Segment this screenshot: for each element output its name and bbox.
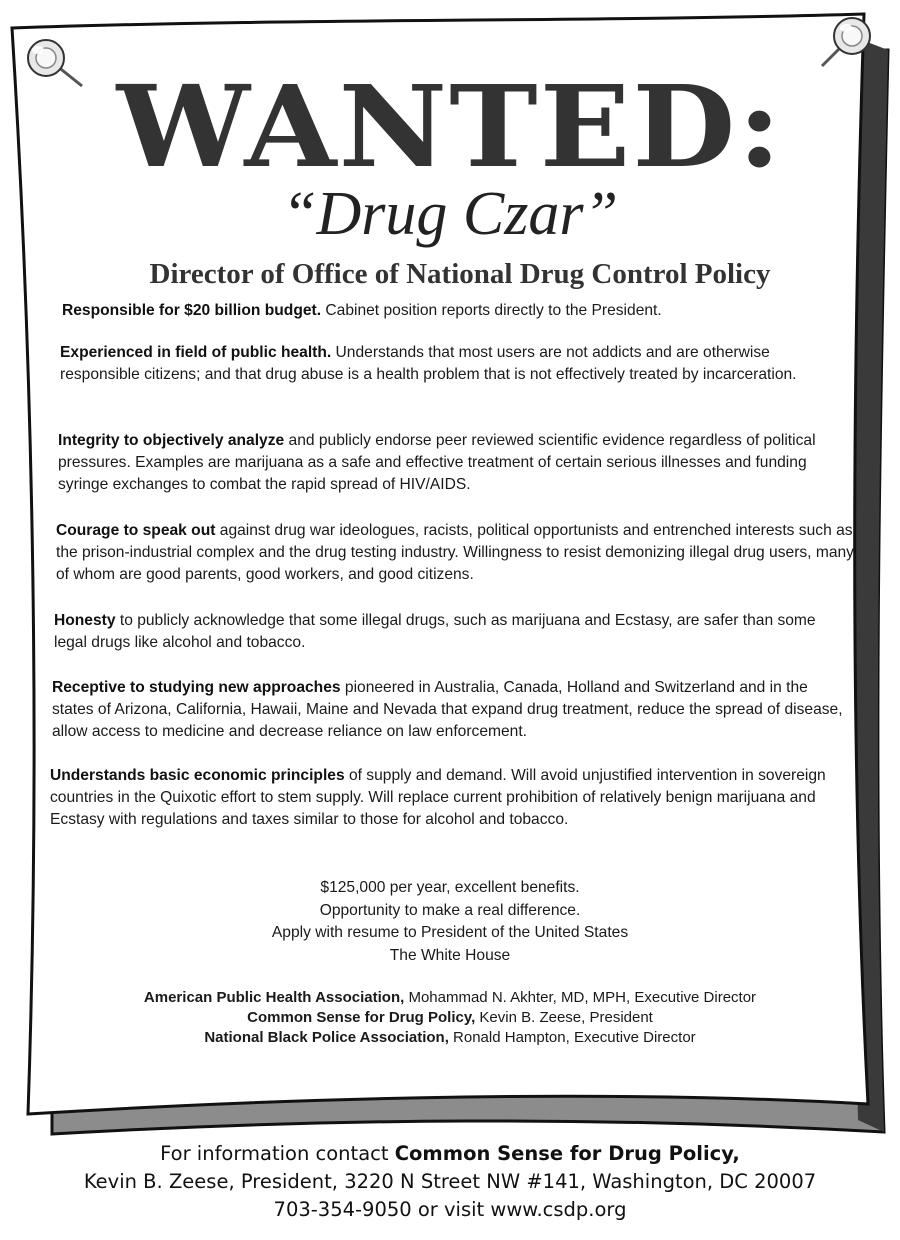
qualification-text: of supply and demand. Will avoid unjustified intervention in sovereign countries in the Quixotic effort to stem supply. Will replace current prohibition of relatively benign marijuana and Ecstasy with regulations and taxes similar to those for alcohol and tobacco. <box>50 767 826 828</box>
address-line: The White House <box>389 946 511 964</box>
qualification-lead: Receptive to studying new approaches <box>52 679 341 696</box>
contact-prefix: For information contact <box>160 1142 395 1165</box>
qualification-paragraph <box>54 610 834 654</box>
sponsor-org: National Black Police Association, <box>204 1029 449 1046</box>
qualification-text: pioneered in Australia, Canada, Holland and Switzerland and in the states of Arizona, California, Hawaii, Maine and Nevada that expand drug treatment, reduce the spread of disease, allow access to medicine and decrease reliance on law enforcement. <box>52 679 843 740</box>
sponsor-org: Common Sense for Drug Policy, <box>247 1009 476 1026</box>
qualification-paragraph <box>60 342 820 386</box>
qualification-text: Cabinet position reports directly to the President. <box>321 302 662 319</box>
job-offer <box>120 877 780 967</box>
poster-title: WANTED: <box>116 62 784 193</box>
qualification-lead: Honesty <box>54 612 116 629</box>
qualification-lead: Integrity to objectively analyze <box>58 432 285 449</box>
opportunity-line: Opportunity to make a real difference. <box>319 901 581 919</box>
salary-line: $125,000 per year, excellent benefits. <box>320 879 580 896</box>
qualification-text: Understands that most users are not addicts and are otherwise responsible citizens; and that drug abuse is a health problem that is not effectively treated by incarceration. <box>60 344 797 383</box>
qualification-lead: Responsible for $20 billion budget. <box>62 302 322 319</box>
position-heading: Director of Office of National Drug Control Policy <box>149 258 771 290</box>
sponsor-person: Kevin B. Zeese, President <box>475 1009 653 1026</box>
qualification-paragraph <box>50 765 830 831</box>
qualification-paragraph <box>58 430 848 496</box>
poster-subtitle: “Drug Czar” <box>282 180 618 248</box>
qualification-paragraph <box>52 677 852 743</box>
contact-line <box>0 1140 900 1168</box>
sponsor-item <box>40 988 860 1008</box>
sponsor-person: Mohammad N. Akhter, MD, MPH, Executive Director <box>404 989 757 1006</box>
sponsor-item <box>40 1008 860 1028</box>
qualification-text: against drug war ideologues, racists, political opportunists and entrenched interests such as the prison-industrial complex and the drug testing industry. Willingness to resist demonizing illegal drug users, many of whom are good parents, good workers, and good citizens. <box>56 522 854 583</box>
sponsor-item <box>40 1028 860 1048</box>
sponsor-list <box>40 988 860 1048</box>
qualification-lead: Courage to speak out <box>56 522 216 539</box>
contact-phone-web: 703-354-9050 or visit www.csdp.org <box>273 1198 627 1221</box>
contact-address: Kevin B. Zeese, President, 3220 N Street NW #141, Washington, DC 20007 <box>83 1170 817 1193</box>
qualification-paragraph <box>56 520 856 586</box>
qualification-text: to publicly acknowledge that some illegal drugs, such as marijuana and Ecstasy, are safer than some legal drugs like alcohol and tobacco. <box>54 612 816 651</box>
contact-org: Common Sense for Drug Policy, <box>394 1142 740 1165</box>
qualification-text: and publicly endorse peer reviewed scientific evidence regardless of political pressures. Examples are marijuana as a safe and effective treatment of certain serious illnesses and funding syringe exchanges to combat the rapid spread of HIV/AIDS. <box>58 432 816 493</box>
qualification-lead: Experienced in field of public health. <box>60 344 332 361</box>
sponsor-person: Ronald Hampton, Executive Director <box>448 1029 696 1046</box>
qualification-paragraph <box>62 300 852 322</box>
contact-footer <box>0 1140 900 1224</box>
qualification-lead: Understands basic economic principles <box>50 767 345 784</box>
apply-line: Apply with resume to President of the United States <box>271 924 629 941</box>
sponsor-org: American Public Health Association, <box>143 989 405 1006</box>
